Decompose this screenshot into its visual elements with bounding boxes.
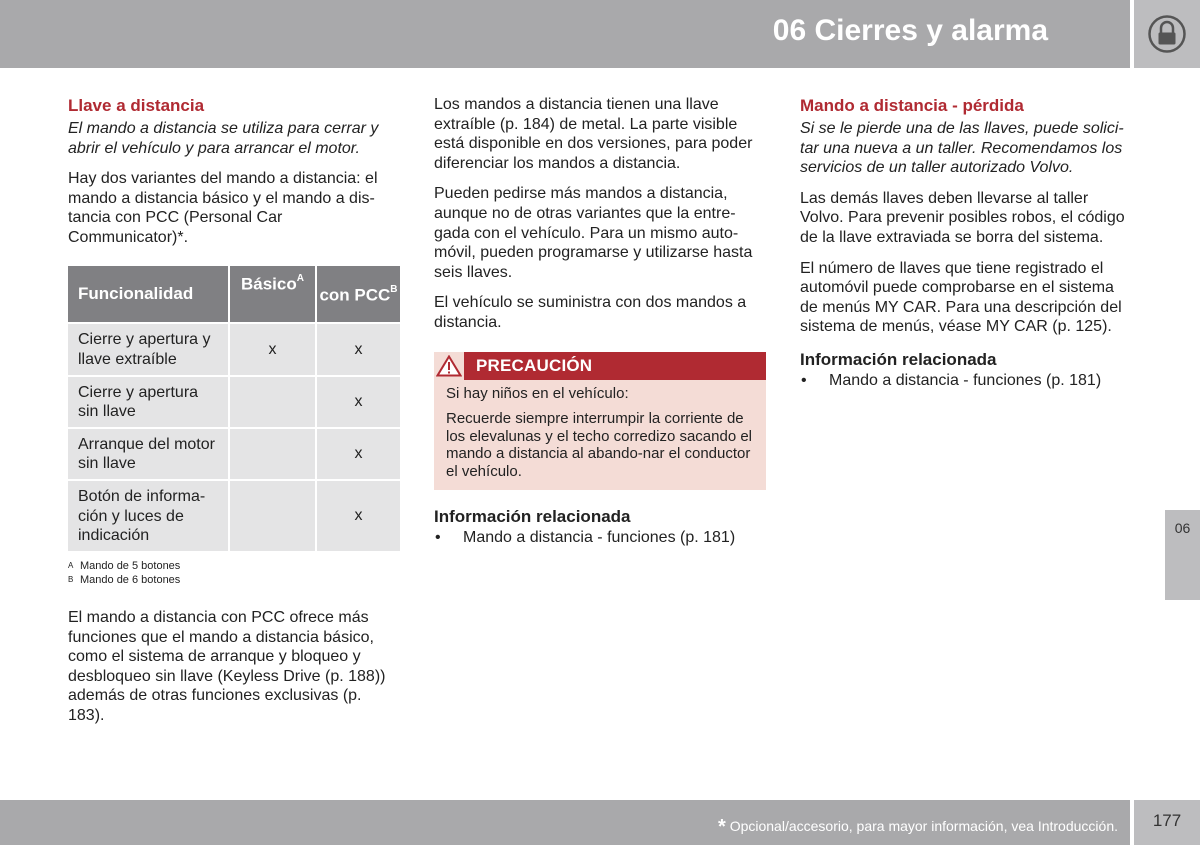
table-row bbox=[68, 375, 400, 427]
list-item bbox=[800, 371, 1132, 391]
table-header-pcc: con $PCC^B$ bbox=[317, 266, 400, 322]
caution-text: Si hay niños en el vehículo: bbox=[446, 384, 629, 402]
functionality-table bbox=[68, 266, 400, 551]
table-row bbox=[68, 322, 400, 375]
caution-title: PRECAUCIÓN bbox=[476, 355, 593, 375]
paragraph: Hay dos variantes del mando a distancia: el mando a distancia básico y el mando a dis-tancia con PCC (Personal Car Communicator)*. bbox=[68, 170, 378, 246]
list-item bbox=[434, 528, 766, 548]
table-cell-basico: x bbox=[230, 322, 317, 375]
related-link[interactable]: Mando a distancia - funciones (p. 181) bbox=[463, 529, 736, 547]
caution-box bbox=[434, 352, 766, 491]
table-cell-pcc: x bbox=[317, 427, 400, 479]
chapter-tab-label: 06 bbox=[1174, 520, 1191, 536]
table-cell-basico bbox=[230, 427, 317, 479]
table-header-funcionalidad: Funcionalidad bbox=[68, 266, 230, 322]
caution-header bbox=[434, 352, 766, 380]
table-cell-feature: Cierre y apertura sin llave bbox=[68, 375, 230, 427]
chapter-side-tab[interactable] bbox=[1165, 510, 1200, 600]
table-cell-pcc: x bbox=[317, 479, 400, 551]
footnote: B Mando de 6 botones bbox=[68, 573, 181, 586]
chapter-title: 06 Cierres y alarma bbox=[772, 14, 1048, 47]
table-cell-basico bbox=[230, 479, 317, 551]
warning-triangle-icon bbox=[434, 352, 464, 380]
asterisk-mark: * bbox=[718, 816, 726, 838]
header-bar bbox=[0, 0, 1130, 68]
table-cell-feature: Botón de informa-ción y luces de indicación bbox=[68, 479, 230, 551]
bullet-marker: • bbox=[435, 529, 441, 547]
paragraph: Pueden pedirse más mandos a distancia, aunque no de otras variantes que la entre-gada con el vehículo. Para un mismo auto-móvil, pueden programarse y utilizarse hasta seis llaves. bbox=[434, 185, 753, 281]
footnote-ref-b: B bbox=[390, 283, 398, 295]
related-info-heading: Información relacionada bbox=[800, 349, 997, 369]
related-info-heading: Información relacionada bbox=[434, 507, 631, 527]
section-heading-perdida: Mando a distancia - pérdida bbox=[800, 96, 1024, 115]
table-cell-feature: Cierre y apertura y llave extraíble bbox=[68, 322, 230, 375]
column-right bbox=[800, 95, 1132, 391]
page-number-box bbox=[1134, 800, 1200, 845]
footer-note bbox=[718, 814, 1118, 837]
table-cell-pcc: x bbox=[317, 375, 400, 427]
page-number: 177 bbox=[1152, 811, 1182, 830]
table-row bbox=[68, 479, 400, 551]
table-cell-feature: Arranque del motor sin llave bbox=[68, 427, 230, 479]
paragraph: El vehículo se suministra con dos mandos a distancia. bbox=[434, 294, 747, 331]
table-row bbox=[68, 427, 400, 479]
paragraph: Los mandos a distancia tienen una llave extraíble (p. 184) de metal. La parte visible está disponible en dos versiones, para poder diferenciar los mandos a distancia. bbox=[434, 96, 753, 172]
column-middle bbox=[434, 95, 766, 548]
bullet-marker: • bbox=[801, 371, 807, 389]
table-cell-pcc: x bbox=[317, 322, 400, 375]
table-footnotes bbox=[68, 559, 400, 587]
footer-bar bbox=[0, 800, 1130, 845]
padlock-icon bbox=[1146, 15, 1188, 53]
section-intro: El mando a distancia se utiliza para cerrar y abrir el vehículo y para arrancar el motor. bbox=[68, 120, 379, 157]
paragraph: El número de llaves que tiene registrado el automóvil puede comprobarse en el sistema de menús MY CAR. Para una descripción del sistema de menús, véase MY CAR (p. 125). bbox=[800, 259, 1122, 336]
column-left bbox=[68, 95, 400, 726]
section-heading-llave: Llave a distancia bbox=[68, 96, 205, 115]
footnote-ref-a: A bbox=[296, 272, 304, 284]
paragraph: Las demás llaves deben llevarse al taller Volvo. Para prevenir posibles robos, el código de la llave extraviada se borra del sistema. bbox=[800, 189, 1125, 246]
caution-body bbox=[434, 380, 766, 491]
related-link[interactable]: Mando a distancia - funciones (p. 181) bbox=[829, 371, 1102, 389]
table-header-basico: Básico$^A$ bbox=[230, 266, 317, 322]
footnote: A Mando de 5 botones bbox=[68, 559, 181, 572]
paragraph: El mando a distancia con PCC ofrece más funciones que el mando a distancia básico, como el sistema de arranque y bloqueo y desbloqueo sin llave (Keyless Drive (p. 188)) además de otras funciones exclusivas (p. 183). bbox=[68, 608, 386, 724]
footer-note-text: Opcional/accesorio, para mayor información, vea Introducción. bbox=[729, 818, 1118, 834]
chapter-icon-box bbox=[1134, 0, 1200, 68]
section-intro: Si se le pierde una de las llaves, puede solici-tar una nueva a un taller. Recomendamos los servicios de un taller autorizado Volvo. bbox=[800, 120, 1124, 177]
caution-text: Recuerde siempre interrumpir la corriente de los elevalunas y el techo corredizo sacando el mando a distancia al abando-nar el conductor el vehículo. bbox=[446, 410, 753, 480]
table-cell-basico bbox=[230, 375, 317, 427]
